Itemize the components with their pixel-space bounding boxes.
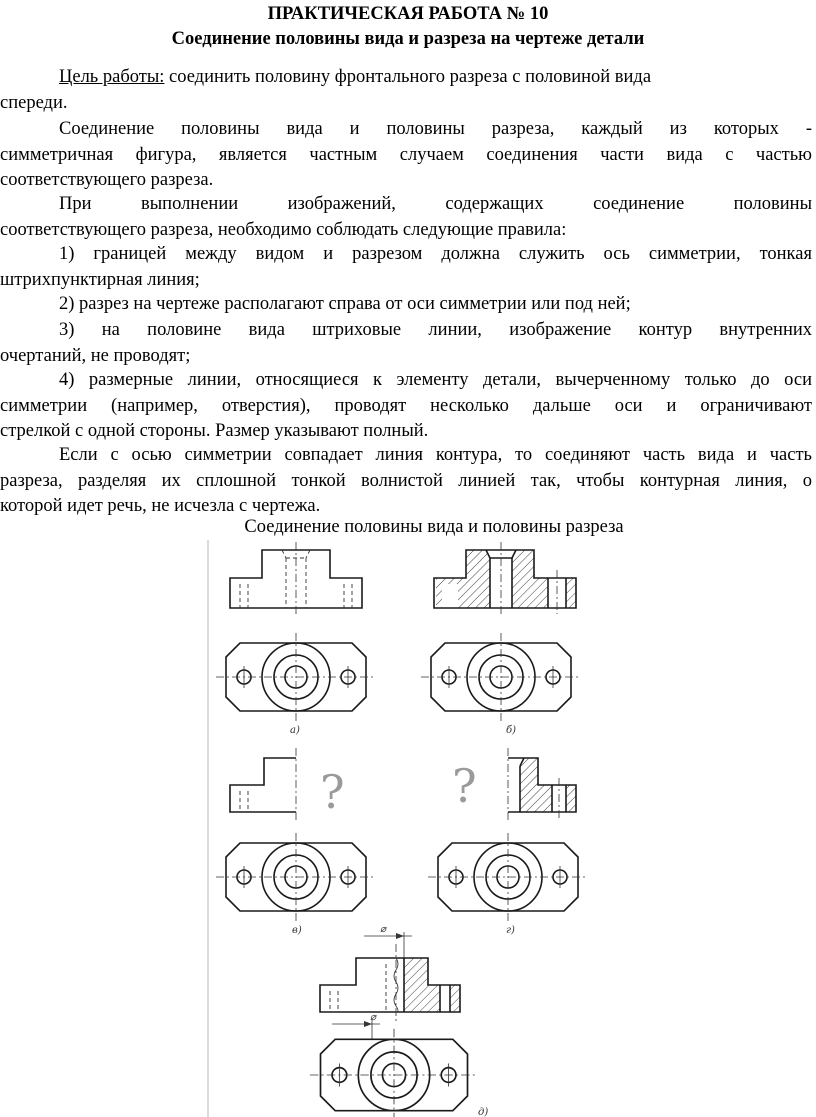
rule-2 [0, 292, 812, 318]
rule-1-text: границей между видом и разрезом должна служить ось симметрии, тонкая [93, 244, 812, 264]
rule-4-line-3: стрелкой с одной стороны. Размер указывают полный. [0, 421, 429, 442]
rule-2-number: 2) [59, 294, 75, 314]
rule-2-line-1 [0, 292, 812, 318]
p3-line-1: Если с осью симметрии совпадает линия контура, то соединяют часть вида и часть [59, 445, 812, 465]
p3-line-3: которой идет речь, не исчезла с чертежа. [0, 496, 321, 517]
paragraph-3 [0, 443, 812, 520]
technical-drawing-figure [0, 540, 816, 1117]
drawing-a-front-view [230, 542, 362, 614]
diameter-label-bottom: ⌀ [370, 1012, 377, 1023]
p1-line-1: Соединение половины вида и половины разреза, каждый из которых - [59, 119, 812, 139]
p2-line-2: соответствующего разреза, необходимо соблюдать следующие правила: [0, 219, 567, 240]
rule-3-text: на половине вида штриховые линии, изображение контур внутренних [101, 320, 812, 340]
rule-3-line-1 [0, 318, 812, 344]
rule-1 [0, 242, 812, 293]
drawing-b-top-view [421, 633, 581, 721]
drawing-g-front-view [508, 748, 576, 822]
p1-line-3: соответствующего разреза. [0, 170, 214, 191]
rule-1-line-1 [0, 242, 812, 268]
label-g: г) [506, 925, 515, 936]
label-b: б) [506, 725, 517, 736]
rule-4-line-1 [0, 368, 812, 394]
p1-line-2: симметричная фигура, является частным случаем соединения части вида с частью [0, 144, 812, 165]
drawing-b-front-view [434, 542, 576, 614]
rule-2-text: разрез на чертеже располагают справа от оси симметрии или под ней; [79, 294, 631, 314]
rule-4-text: размерные линии, относящиеся к элементу детали, вычерченному только до оси [88, 370, 812, 390]
drawing-d-top-view [310, 1029, 478, 1117]
page-title: ПРАКТИЧЕСКАЯ РАБОТА № 10 [267, 4, 549, 24]
drawing-v-top-view [216, 833, 376, 921]
rule-3-number: 3) [59, 320, 75, 340]
question-mark-right: ? [452, 759, 477, 813]
rule-1-line-2: штрихпунктирная линия; [0, 269, 200, 290]
label-a: а) [290, 725, 300, 736]
page-subtitle: Соединение половины вида и разреза на чертеже детали [171, 29, 645, 49]
goal-paragraph [0, 65, 812, 116]
rule-3 [0, 318, 812, 369]
diameter-label-top: ⌀ [380, 924, 387, 935]
rule-4-number: 4) [59, 370, 75, 390]
rule-4 [0, 368, 812, 445]
paragraph-1 [0, 117, 812, 194]
p2-line-1: При выполнении изображений, содержащих соединение половины [59, 194, 812, 214]
figure-caption: Соединение половины вида и половины разреза [244, 517, 624, 537]
rule-1-number: 1) [59, 244, 75, 264]
rule-3-line-2: очертаний, не проводят; [0, 345, 191, 366]
drawing-a-top-view [216, 633, 376, 721]
p3-line-2: разреза, разделяя их сплошной тонкой волнистой линией так, чтобы контурная линия, о [0, 470, 812, 491]
goal-text: соединить половину фронтального разреза с половиной вида [164, 67, 652, 87]
drawing-d-front-view [320, 932, 460, 1040]
goal-label: Цель работы: [59, 67, 165, 87]
paragraph-2 [0, 192, 812, 243]
goal-line-2: спереди. [0, 92, 68, 113]
drawing-v-front-view [230, 748, 296, 822]
goal-line-1 [0, 65, 812, 91]
label-d: д) [478, 1107, 489, 1117]
question-mark-left: ? [320, 765, 345, 819]
drawing-g-top-view [428, 833, 588, 921]
label-v: в) [292, 925, 302, 936]
rule-4-line-2: симметрии (например, отверстия), проводят несколько дальше оси и ограничивают [0, 395, 812, 416]
